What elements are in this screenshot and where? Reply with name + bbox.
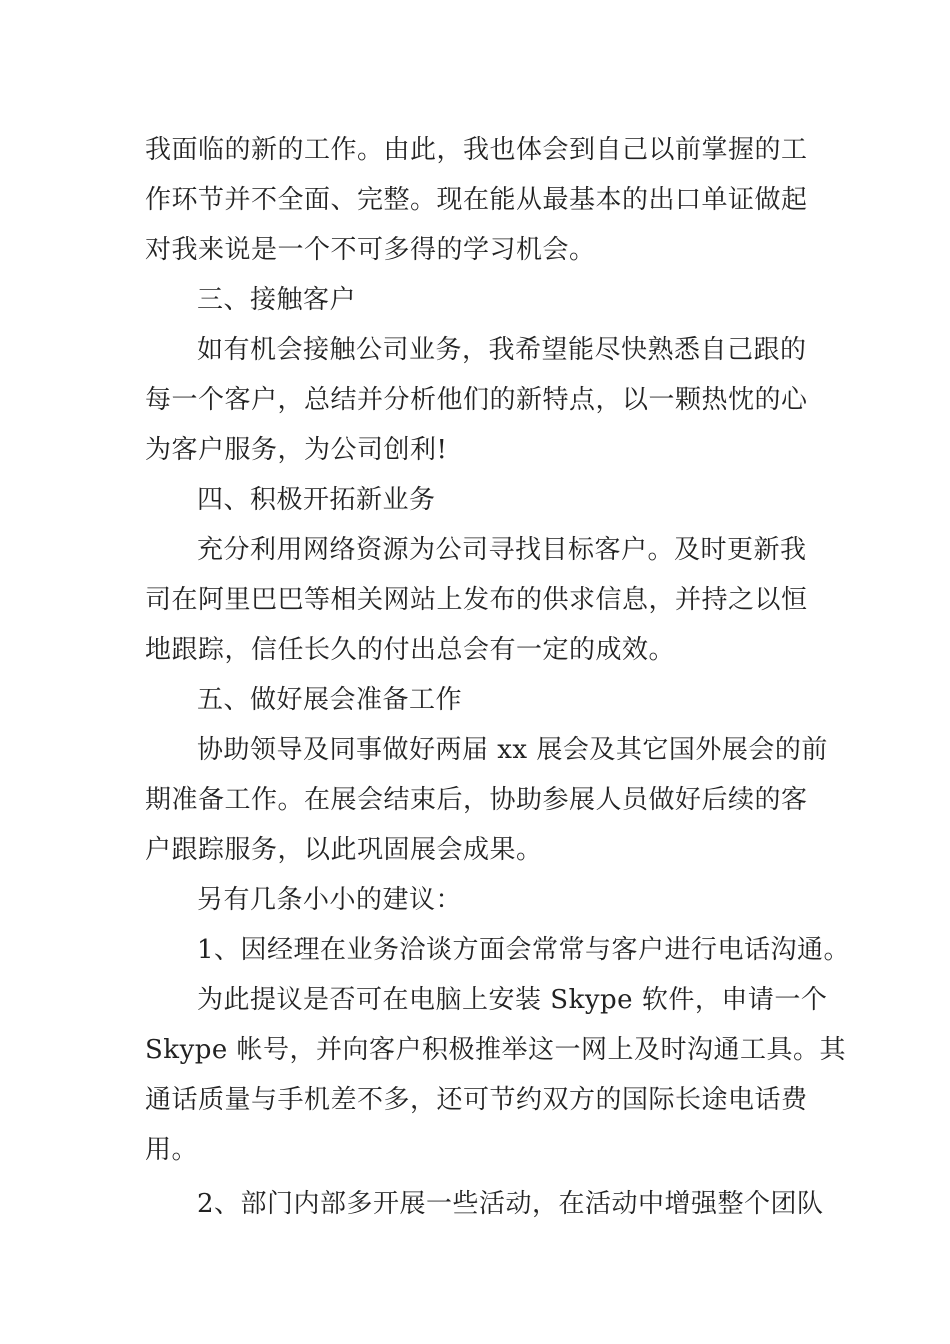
body-text-line: 作环节并不全面、完整。现在能从最基本的出口单证做起	[145, 185, 808, 215]
list-item-first-line: 2、部门内部多开展一些活动，在活动中增强整个团队	[197, 1189, 824, 1219]
body-text-line: 为客户服务，为公司创利!	[145, 435, 448, 465]
body-text-line: 通话质量与手机差不多，还可节约双方的国际长途电话费	[145, 1085, 808, 1115]
paragraph-first-line: 为此提议是否可在电脑上安装 Skype 软件，申请一个	[197, 985, 828, 1015]
body-text-line: 地跟踪，信任长久的付出总会有一定的成效。	[145, 635, 676, 665]
body-text-line: 期准备工作。在展会结束后，协助参展人员做好后续的客	[145, 785, 808, 815]
body-text-line: 对我来说是一个不可多得的学习机会。	[145, 235, 596, 265]
body-text-line: 用。	[145, 1135, 199, 1165]
document-body	[145, 125, 851, 1229]
body-text-line: 司在阿里巴巴等相关网站上发布的供求信息，并持之以恒	[145, 585, 808, 615]
section-heading: 三、接触客户	[197, 285, 357, 315]
section-heading: 四、积极开拓新业务	[197, 485, 436, 515]
body-text-line: 每一个客户，总结并分析他们的新特点，以一颗热忱的心	[145, 385, 808, 415]
paragraph-first-line: 如有机会接触公司业务，我希望能尽快熟悉自己跟的	[197, 335, 807, 365]
body-text-line: Skype 帐号，并向客户积极推举这一网上及时沟通工具。其	[145, 1035, 847, 1065]
list-item-first-line: 1、因经理在业务洽谈方面会常常与客户进行电话沟通。	[197, 935, 851, 965]
section-heading: 五、做好展会准备工作	[197, 685, 463, 715]
paragraph-first-line: 另有几条小小的建议：	[197, 885, 463, 915]
body-text-line: 我面临的新的工作。由此，我也体会到自己以前掌握的工	[145, 135, 808, 165]
paragraph-first-line: 协助领导及同事做好两届 xx 展会及其它国外展会的前	[197, 735, 828, 765]
body-text-line: 户跟踪服务，以此巩固展会成果。	[145, 835, 543, 865]
paragraph-first-line: 充分利用网络资源为公司寻找目标客户。及时更新我	[197, 535, 807, 565]
